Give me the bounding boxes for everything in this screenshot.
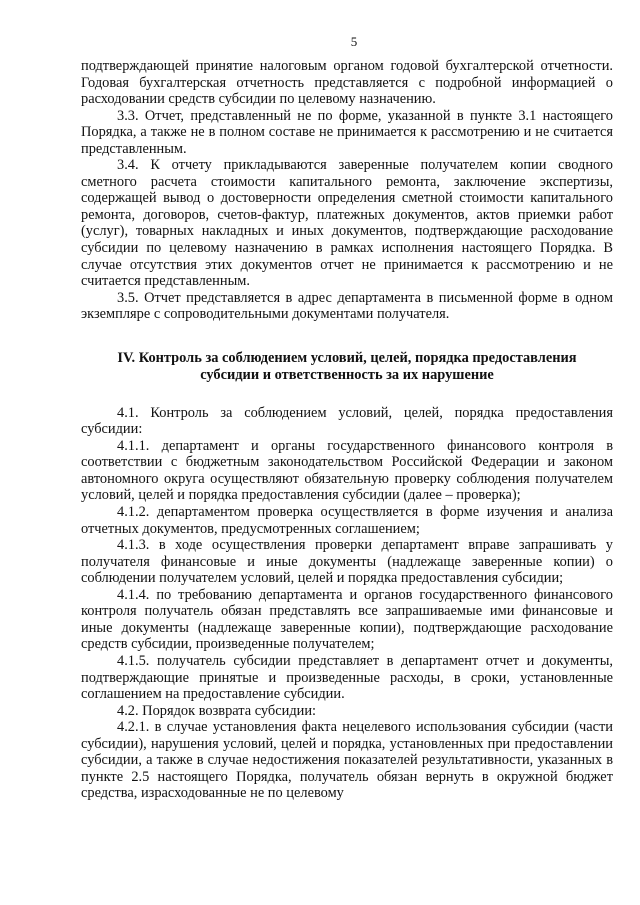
paragraph-4-2: 4.2. Порядок возврата субсидии:	[117, 702, 317, 719]
section-heading-line-2: субсидии и ответственность за их нарушение	[200, 366, 494, 383]
document-page	[81, 34, 613, 802]
paragraph-4-1-1: 4.1.1. департамент и органы государственного финансового контроля в соответствии с бюджетным законодательством Российской Федерации и законом автономного округа осуществляют обязательную проверку соблюдения получателем условий, целей и порядка предоставления субсидии (далее – проверка);	[81, 437, 613, 504]
paragraph-4-1: 4.1. Контроль за соблюдением условий, целей, порядка предоставления субсидии:	[81, 404, 613, 438]
paragraph-3-3: 3.3. Отчет, представленный не по форме, указанной в пункте 3.1 настоящего Порядка, а также не в полном составе не принимается к рассмотрению и не считается представленным.	[81, 107, 613, 157]
section-heading-line-1: IV. Контроль за соблюдением условий, целей, порядка предоставления	[117, 349, 577, 366]
paragraph-4-2-1: 4.2.1. в случае установления факта нецелевого использования субсидии (части субсидии), нарушения условий, целей и порядка, установленных при предоставлении субсидии, а также в случае недостижения показателей результативности, указанных в пункте 2.5 настоящего Порядка, получатель обязан вернуть в окружной бюджет средства, израсходованные не по целевому	[81, 719, 613, 802]
paragraph-3-5: 3.5. Отчет представляется в адрес департамента в письменной форме в одном экземпляре с сопроводительными документами получателя.	[81, 289, 613, 323]
paragraph-4-1-2: 4.1.2. департаментом проверка осуществляется в форме изучения и анализа отчетных документов, предусмотренных соглашением;	[81, 504, 613, 537]
paragraph-4-1-3: 4.1.3. в ходе осуществления проверки департамент вправе запрашивать у получателя финансовые и иные документы (надлежаще заверенные копии) о соблюдении получателем условий, целей и порядка предоставления субсидии;	[81, 537, 613, 587]
paragraph-3-2-continuation: подтверждающей принятие налоговым органом годовой бухгалтерской отчетности. Годовая бухгалтерская отчетность представляется с подробной информацией о расходовании средств субсидии по целевому назначению.	[81, 58, 613, 108]
paragraph-4-1-5: 4.1.5. получатель субсидии представляет в департамент отчет и документы, подтверждающие принятые и произведенные расходы, в сроки, установленные соглашением на предоставление субсидии.	[81, 652, 613, 703]
paragraph-3-4: 3.4. К отчету прикладываются заверенные получателем копии сводного сметного расчета стоимости капитального ремонта, заключение экспертизы, содержащей вывод о достоверности определения сметной стоимости капитального ремонта, договоров, счетов-фактур, платежных документов, актов приемки работ (услуг), товарных накладных и иных документов, подтверждающие расходование субсидии по целевому назначению в рамках исполнения настоящего Порядка. В случае отсутствия этих документов отчет не принимается к рассмотрению и не считается представленным.	[81, 157, 613, 290]
section-heading-iv	[81, 350, 613, 384]
page-number: 5	[350, 34, 358, 49]
paragraph-4-1-4: 4.1.4. по требованию департамента и органов государственного финансового контроля получатель обязан представлять все запрашиваемые ими финансовые и иные документы (надлежаще заверенные копии), подтверждающие расходование средств субсидии, произведенные получателем;	[81, 586, 613, 653]
